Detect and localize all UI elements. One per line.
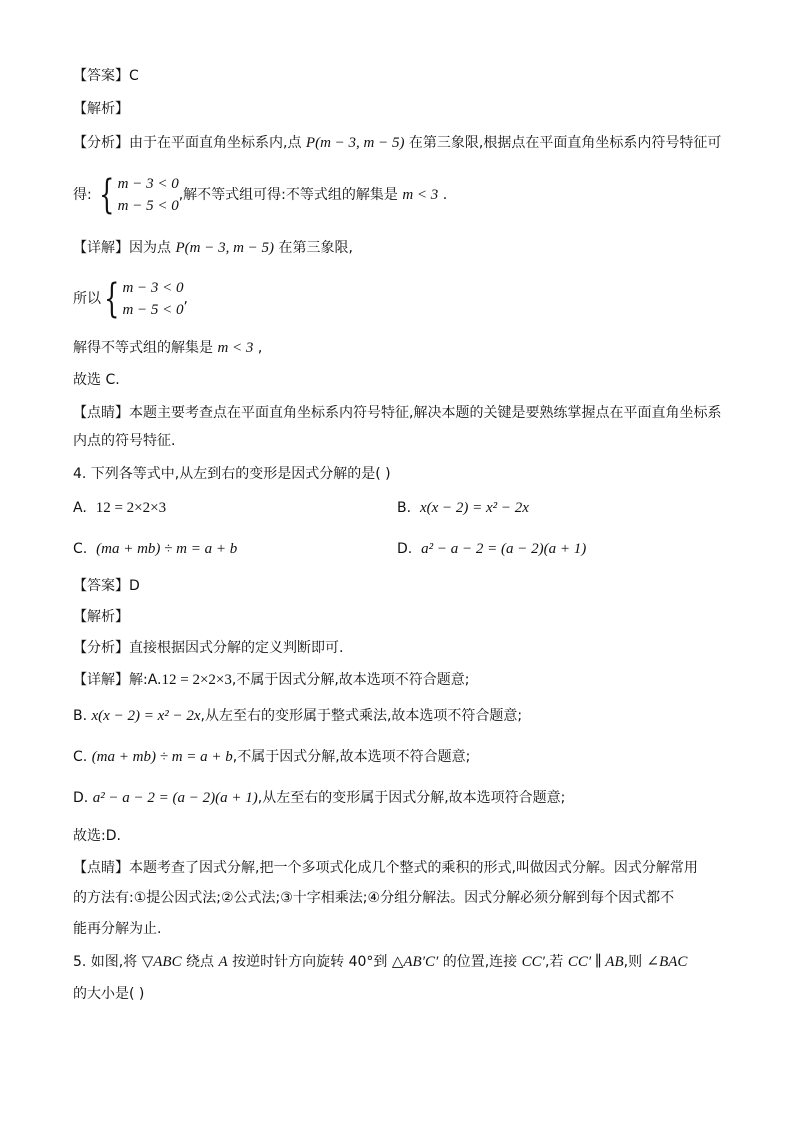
q3-suoyi-line bbox=[73, 276, 188, 322]
q5-text-d: 的位置,连接 bbox=[438, 954, 522, 970]
q3-fenxi-line1 bbox=[73, 133, 721, 153]
q5-text-b: 绕点 bbox=[181, 954, 219, 970]
q4-option-c-label: C. bbox=[73, 541, 88, 557]
q4-dianjing-line2: 的方法有:①提公因式法;②公式法;③十字相乘法;④分组分解法。因式分解必须分解到每个因式都不 bbox=[73, 890, 675, 906]
q3-suoyi-end: , bbox=[183, 291, 188, 307]
q4-detail-a-math: 12 = 2×2×3 bbox=[161, 672, 232, 688]
q5-point-a: A bbox=[218, 954, 228, 970]
q3-fenxi-system: { m − 3 < 0 m − 5 < 0 bbox=[99, 172, 179, 218]
q3-fenxi-text2: 在第三象限,根据点在平面直角坐标系内符号特征可 bbox=[404, 135, 722, 151]
q4-detail-c-math: (ma + mb) ÷ m = a + b bbox=[91, 749, 233, 765]
q4-option-b-math: x(x − 2) = x² − 2x bbox=[419, 500, 529, 516]
q3-jiede-result: m < 3 bbox=[217, 340, 254, 356]
q4-option-a-math: 12 = 2×2×3 bbox=[95, 500, 167, 516]
q4-option-b-label: B. bbox=[397, 500, 412, 516]
q3-suoyi-ineq2: m − 5 < 0 bbox=[122, 302, 184, 318]
q4-detail-b-math: x(x − 2) = x² − 2x bbox=[91, 708, 201, 724]
q3-fenxi-text: 【分析】由于在平面直角坐标系内,点 bbox=[73, 135, 306, 151]
q4-option-a-label: A. bbox=[73, 500, 87, 516]
q5-text-e: ,若 bbox=[544, 954, 568, 970]
q4-guxuan: 故选:D. bbox=[73, 828, 121, 844]
q4-detail-d-suffix: ,从左至右的变形属于因式分解,故本选项符合题意; bbox=[257, 790, 566, 806]
q4-detail-d-prefix: D. bbox=[73, 790, 89, 806]
q3-dianjing-line1: 【点睛】本题主要考查点在平面直角坐标系内符号特征,解决本题的关键是要熟练掌握点在平面直角坐标系 bbox=[73, 405, 722, 421]
q4-detail-c bbox=[73, 747, 470, 767]
q4-answer: 【答案】D bbox=[73, 578, 140, 594]
q3-guxuan: 故选 C. bbox=[73, 372, 120, 388]
q5-text-a: 5. 如图,将 bbox=[73, 954, 142, 970]
q3-suoyi-ineq1: m − 3 < 0 bbox=[122, 280, 184, 296]
q5-text-c: 按逆时针方向旋转 40°到 bbox=[227, 954, 392, 970]
q3-jiede-text: 解得不等式组的解集是 bbox=[73, 340, 218, 356]
q4-fenxi: 【分析】直接根据因式分解的定义判断即可. bbox=[73, 640, 344, 656]
q3-detail-point: P(m − 3, m − 5) bbox=[175, 240, 275, 256]
q3-fenxi-ineq1: m − 3 < 0 bbox=[117, 176, 179, 192]
q3-detail-line bbox=[73, 238, 353, 258]
q4-dianjing-line3: 能再分解为止. bbox=[73, 921, 162, 937]
q3-fenxi-end: . bbox=[438, 187, 448, 203]
q4-option-c bbox=[73, 539, 237, 559]
q5-stem-line2: 的大小是( ) bbox=[73, 986, 145, 1002]
q4-detail-d-math: a² − a − 2 = (a − 2)(a + 1) bbox=[92, 790, 258, 806]
q3-suoyi-system: { m − 3 < 0 m − 5 < 0 bbox=[104, 276, 184, 322]
q3-detail-text: 【详解】因为点 bbox=[73, 240, 176, 256]
q5-triangle-ab-c: △AB′C′ bbox=[391, 954, 439, 970]
q4-analysis-label: 【解析】 bbox=[73, 609, 129, 625]
q4-dianjing-line1: 【点睛】本题考查了因式分解,把一个多项式化成几个整式的乘积的形式,叫做因式分解。因式分解常用 bbox=[73, 860, 698, 876]
q4-detail-c-suffix: ,不属于因式分解,故本选项不符合题意; bbox=[232, 749, 471, 765]
q4-detail-b-suffix: ,从左至右的变形属于整式乘法,故本选项不符合题意; bbox=[200, 708, 523, 724]
q3-fenxi-result: m < 3 bbox=[402, 187, 439, 203]
q3-fenxi-line2 bbox=[73, 172, 447, 218]
q3-de: 得: bbox=[73, 187, 97, 203]
q4-detail-d bbox=[73, 788, 565, 808]
q3-jiede-line bbox=[73, 338, 262, 358]
q4-detail-b-prefix: B. bbox=[73, 708, 88, 724]
q5-angle-bac: ∠BAC bbox=[646, 954, 688, 970]
q5-text-f: ,则 bbox=[623, 954, 647, 970]
q4-option-d-math: a² − a − 2 = (a − 2)(a + 1) bbox=[421, 541, 587, 557]
q3-jiede-end: , bbox=[253, 340, 263, 356]
q3-fenxi-mid: ,解不等式组可得:不等式组的解集是 bbox=[178, 187, 403, 203]
q4-option-b bbox=[397, 498, 529, 518]
q4-option-a bbox=[73, 498, 166, 518]
q5-stem-line1 bbox=[73, 952, 687, 972]
q4-detail-b bbox=[73, 706, 522, 726]
q4-detail-c-prefix: C. bbox=[73, 749, 88, 765]
q5-parallel: CC′ ∥ AB bbox=[567, 954, 624, 970]
q3-fenxi-ineq2: m − 5 < 0 bbox=[117, 198, 179, 214]
q3-detail-text2: 在第三象限, bbox=[274, 240, 353, 256]
q3-fenxi-point: P(m − 3, m − 5) bbox=[305, 135, 405, 151]
q5-triangle-abc: ▽ABC bbox=[141, 954, 182, 970]
q4-option-d-label: D. bbox=[397, 541, 413, 557]
q3-analysis-label: 【解析】 bbox=[73, 101, 129, 117]
q4-option-c-math: (ma + mb) ÷ m = a + b bbox=[96, 541, 238, 557]
q3-answer: 【答案】C bbox=[73, 68, 139, 84]
q4-detail-a-suffix: ,不属于因式分解,故本选项不符合题意; bbox=[231, 672, 470, 688]
q4-detail-a-prefix: 【详解】解:A. bbox=[73, 672, 162, 688]
q5-segment-cc: CC′ bbox=[521, 954, 545, 970]
q4-detail-a bbox=[73, 670, 470, 690]
q3-dianjing-line2: 内点的符号特征. bbox=[73, 433, 176, 449]
q4-stem: 4. 下列各等式中,从左到右的变形是因式分解的是( ) bbox=[73, 466, 391, 482]
q4-option-d bbox=[397, 539, 586, 559]
q3-suoyi: 所以 bbox=[73, 291, 101, 307]
